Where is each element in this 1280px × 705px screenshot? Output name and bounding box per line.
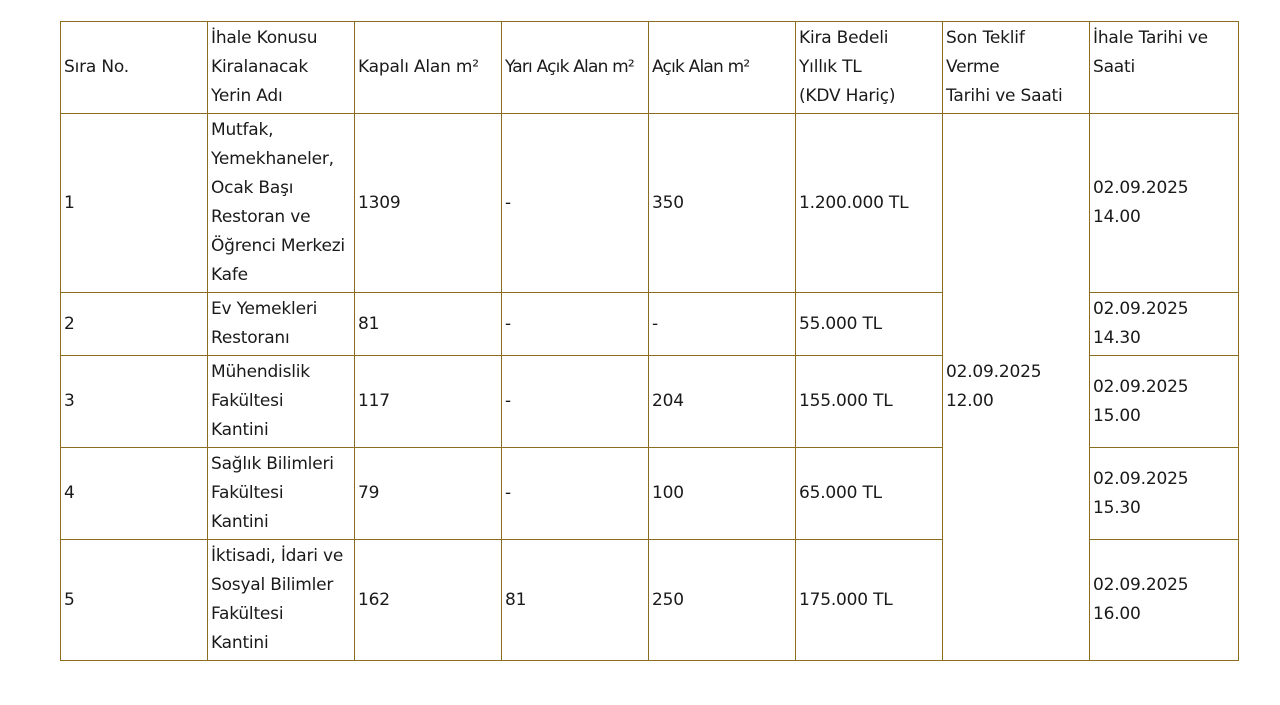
- header-ihale-konusu: İhale Konusu Kiralanacak Yerin Adı: [208, 22, 355, 114]
- header-kira-bedeli: Kira Bedeli Yıllık TL (KDV Hariç): [796, 22, 943, 114]
- cell-sira: 2: [61, 293, 208, 356]
- cell-yari-acik-alan: -: [502, 293, 649, 356]
- cell-yari-acik-alan: -: [502, 356, 649, 448]
- cell-sira: 3: [61, 356, 208, 448]
- cell-yer-adi: İktisadi, İdari ve Sosyal Bilimler Fakültesi Kantini: [208, 540, 355, 661]
- cell-ihale-tarihi: 02.09.2025 15.00: [1090, 356, 1239, 448]
- cell-kapali-alan: 79: [355, 448, 502, 540]
- cell-acik-alan: 250: [649, 540, 796, 661]
- cell-ihale-tarihi: 02.09.2025 16.00: [1090, 540, 1239, 661]
- cell-kira-bedeli: 55.000 TL: [796, 293, 943, 356]
- cell-sira: 4: [61, 448, 208, 540]
- table-row: [61, 114, 1239, 293]
- cell-ihale-tarihi: 02.09.2025 15.30: [1090, 448, 1239, 540]
- cell-son-teklif: 02.09.2025 12.00: [943, 114, 1090, 661]
- header-sira-no: Sıra No.: [61, 22, 208, 114]
- cell-yari-acik-alan: 81: [502, 540, 649, 661]
- header-ihale-tarihi: İhale Tarihi ve Saati: [1090, 22, 1239, 114]
- cell-kapali-alan: 117: [355, 356, 502, 448]
- cell-kira-bedeli: 155.000 TL: [796, 356, 943, 448]
- cell-kira-bedeli: 175.000 TL: [796, 540, 943, 661]
- cell-kira-bedeli: 65.000 TL: [796, 448, 943, 540]
- cell-yer-adi: Ev Yemekleri Restoranı: [208, 293, 355, 356]
- cell-yer-adi: Sağlık Bilimleri Fakültesi Kantini: [208, 448, 355, 540]
- cell-ihale-tarihi: 02.09.2025 14.00: [1090, 114, 1239, 293]
- tender-table: [60, 21, 1239, 661]
- cell-acik-alan: -: [649, 293, 796, 356]
- cell-yari-acik-alan: -: [502, 448, 649, 540]
- header-kapali-alan: Kapalı Alan m²: [355, 22, 502, 114]
- header-yari-acik-alan: Yarı Açık Alan m²: [502, 22, 649, 114]
- header-acik-alan: Açık Alan m²: [649, 22, 796, 114]
- cell-acik-alan: 350: [649, 114, 796, 293]
- cell-kira-bedeli: 1.200.000 TL: [796, 114, 943, 293]
- cell-acik-alan: 100: [649, 448, 796, 540]
- cell-yer-adi: Mühendislik Fakültesi Kantini: [208, 356, 355, 448]
- cell-kapali-alan: 162: [355, 540, 502, 661]
- table-header-row: [61, 22, 1239, 114]
- cell-sira: 1: [61, 114, 208, 293]
- cell-ihale-tarihi: 02.09.2025 14.30: [1090, 293, 1239, 356]
- cell-kapali-alan: 1309: [355, 114, 502, 293]
- cell-sira: 5: [61, 540, 208, 661]
- cell-yari-acik-alan: -: [502, 114, 649, 293]
- cell-yer-adi: Mutfak, Yemekhaneler, Ocak Başı Restoran ve Öğrenci Merkezi Kafe: [208, 114, 355, 293]
- cell-acik-alan: 204: [649, 356, 796, 448]
- header-son-teklif: Son Teklif Verme Tarihi ve Saati: [943, 22, 1090, 114]
- cell-kapali-alan: 81: [355, 293, 502, 356]
